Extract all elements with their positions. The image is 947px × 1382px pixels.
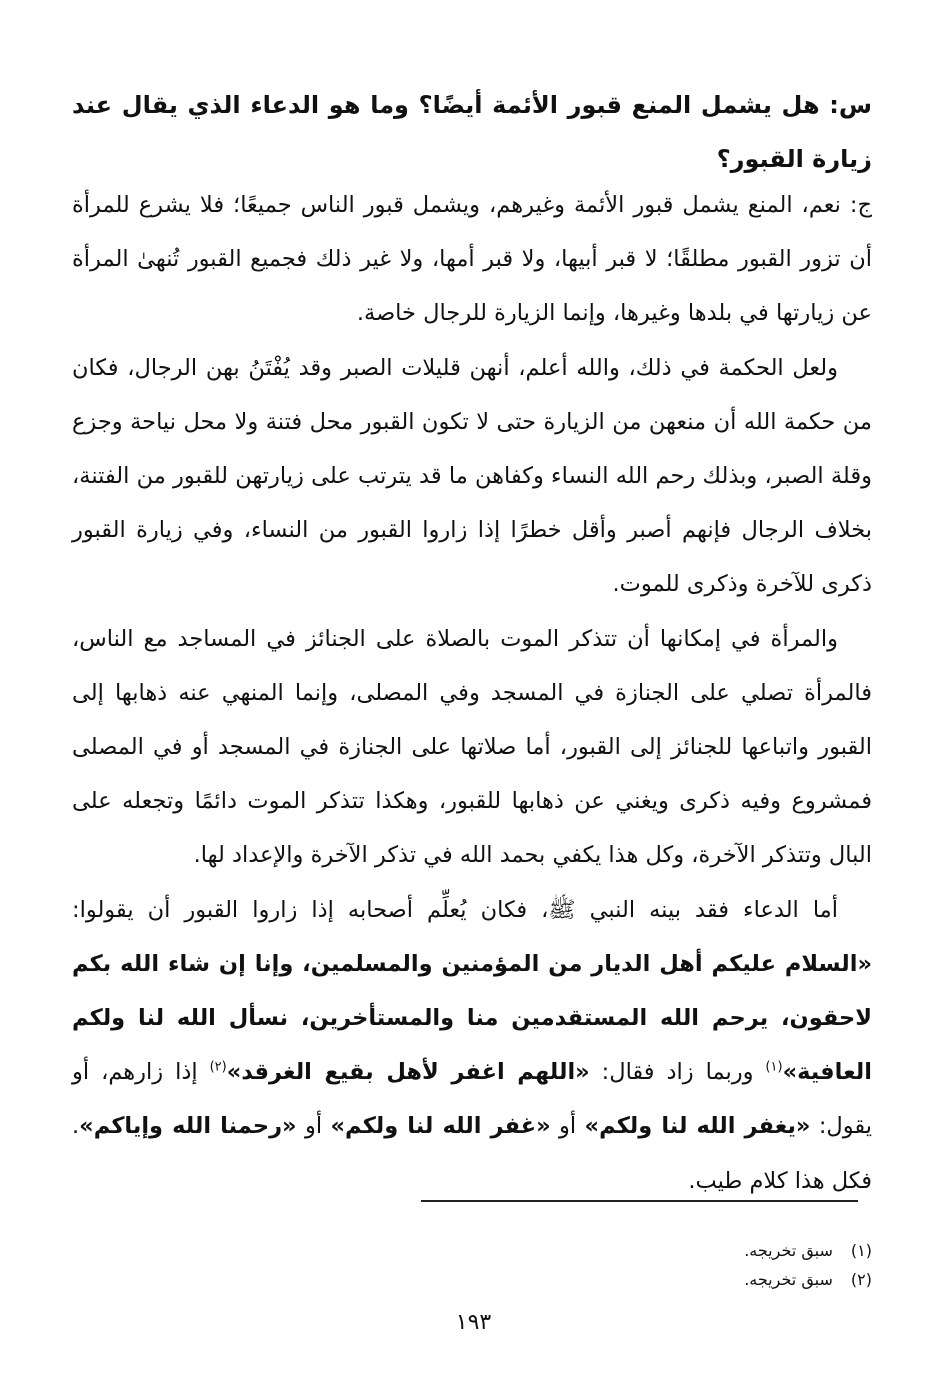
footnote-number: (١) [850, 1241, 872, 1260]
paragraph-text: إذا زارهم، أو يقول: [72, 1059, 873, 1140]
footnote-item [472, 1265, 872, 1294]
footnotes [472, 1236, 872, 1294]
footnote-item [472, 1236, 872, 1265]
paragraph-text: . فكل هذا كلام طيب. [72, 1113, 872, 1194]
answer-paragraph-2: ولعل الحكمة في ذلك، والله أعلم، أنهن قليلات الصبر وقد يُفْتَنُ بهن الرجال، فكان من حكمة الله أن منعهن من الزيارة حتى لا تكون القبور محل فتنة ولا محل نياحة وجزع وقلة الصبر، وبذلك رحم الله النساء وكفاهن ما قد يترتب على زيارتهن للقبور من الفتنة، بخلاف الرجال فإنهم أصبر وأقل خطرًا إذا زاروا القبور من النساء، وفي زيارة القبور ذكرى للآخرة وذكرى للموت. [72, 354, 872, 598]
answer-paragraph-4 [72, 883, 872, 1208]
answer-paragraph-3: والمرأة في إمكانها أن تتذكر الموت بالصلاة على الجنائز في المساجد مع الناس، فالمرأة تصلي على الجنازة في المسجد وفي المصلى، وإنما المنهي عنه ذهابها إلى القبور واتباعها للجنائز إلى القبور، أما صلاتها على الجنازة في المسجد أو في المصلى فمشروع وفيه ذكرى ويغني عن ذهابها للقبور، وهكذا تتذكر الموت دائمًا وتجعله على البال وتتذكر الآخرة، وكل هذا يكفي بحمد الله في تذكر الآخرة والإعداد لها. [72, 625, 872, 869]
paragraph-text: أو [550, 1113, 585, 1140]
paragraph-text: أو [296, 1113, 331, 1140]
hadith-quote: «رحمنا الله وإياكم» [79, 1113, 297, 1140]
footnote-text: سبق تخريجه. [744, 1270, 833, 1289]
footnote-text: سبق تخريجه. [744, 1241, 833, 1260]
hadith-quote: «يغفر الله لنا ولكم» [584, 1113, 811, 1140]
answer-body [72, 178, 872, 1208]
answer-paragraph-1: ج: نعم، المنع يشمل قبور الأئمة وغيرهم، ويشمل قبور الناس جميعًا؛ فلا يشرع للمرأة أن تزور القبور مطلقًا؛ لا قبر أبيها، ولا قبر أمها، ولا غير ذلك فجميع القبور تُنهىٰ المرأة عن زيارتها في بلدها وغيرها، وإنما الزيارة للرجال خاصة. [72, 192, 872, 327]
page-number: ١٩٣ [455, 1310, 492, 1335]
footnote-number: (٢) [850, 1270, 872, 1289]
hadith-quote: «اللهم اغفر لأهل بقيع الغرقد» [226, 1059, 590, 1086]
hadith-quote: «السلام عليكم أهل الديار من المؤمنين والمسلمين، وإنا إن شاء الله بكم لاحقون، يرحم الله المستقدمين منا والمستأخرين، نسأل الله لنا ولكم العافية» [72, 950, 872, 1086]
paragraph-text: أما الدعاء فقد بينه النبي ﷺ، فكان يُعلِّم أصحابه إذا زاروا القبور أن يقولوا: [72, 896, 838, 923]
paragraph-text: وربما زاد فقال: [589, 1059, 766, 1086]
question-heading: س: هل يشمل المنع قبور الأئمة أيضًا؟ وما هو الدعاء الذي يقال عند زيارة القبور؟ [72, 91, 872, 173]
footnote-divider [421, 1200, 858, 1202]
hadith-quote: «غفر الله لنا ولكم» [330, 1113, 551, 1140]
footnote-ref: (١) [765, 1059, 783, 1075]
footnote-ref: (٢) [209, 1059, 227, 1075]
